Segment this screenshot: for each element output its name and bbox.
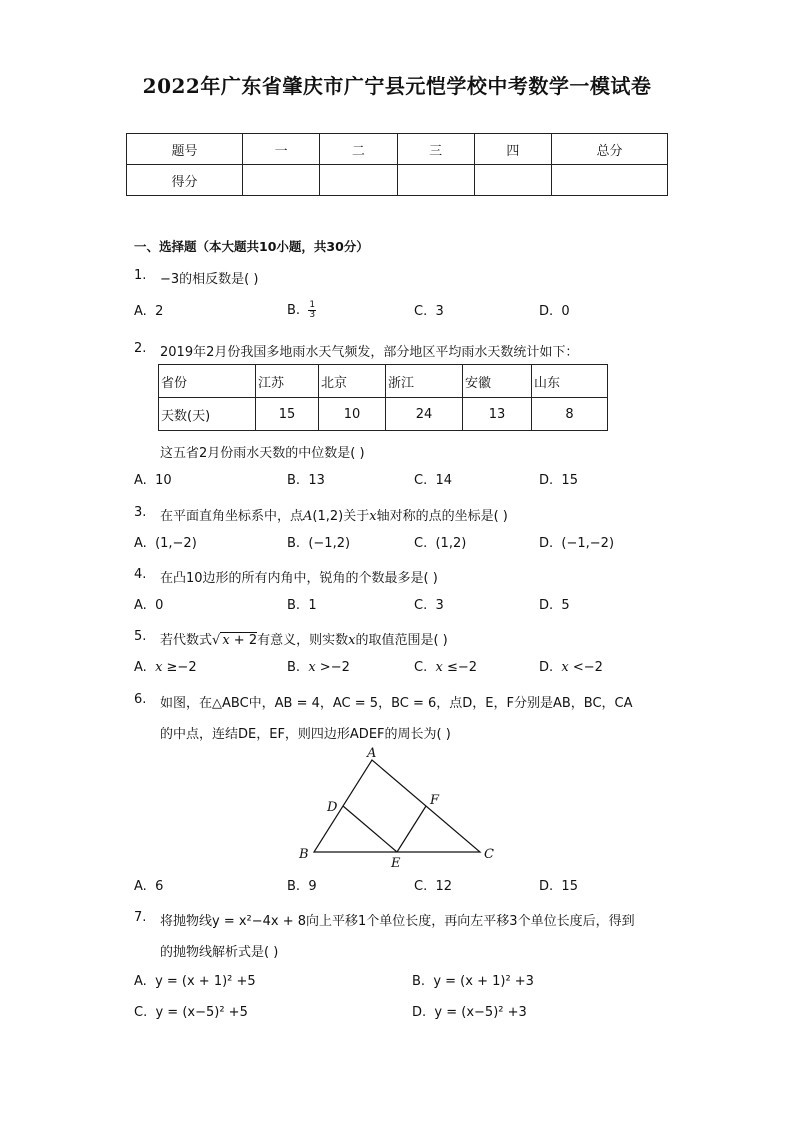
option-a: A. 2 (134, 304, 164, 319)
question-number: 3. (134, 505, 147, 520)
question-text: 的抛物线解析式是( ) (160, 945, 279, 960)
question-text: 这五省2月份雨水天数的中位数是( ) (160, 446, 365, 461)
radical: √ x + 2 (212, 633, 258, 648)
option-a: A. y = (x + 1)² +5 (134, 974, 256, 989)
option-c: C. y = (x−5)² +5 (134, 1005, 248, 1020)
option-c: C. (1,2) (414, 536, 467, 551)
option-c: C. 14 (414, 473, 453, 488)
question-text: 在凸10边形的所有内角中，锐角的个数最多是( ) (160, 571, 438, 586)
table-cell: 二 (320, 134, 397, 165)
table-row (159, 365, 608, 398)
question-text: 在平面直角坐标系中，点A(1,2)关于x轴对称的点的坐标是( ) (160, 509, 508, 524)
page-title: 2022年广东省肇庆市广宁县元恺学校中考数学一模试卷 (142, 74, 652, 98)
fraction: $\frac{1}{3}$ (309, 300, 316, 320)
table-cell: 一 (243, 134, 320, 165)
table-cell: 江苏 (256, 365, 319, 398)
option-b: B. y = (x + 1)² +3 (412, 974, 534, 989)
option-a: A. 10 (134, 473, 172, 488)
section-heading: 一、选择题（本大题共10小题，共30分） (134, 239, 369, 254)
option-d: D. 5 (539, 598, 570, 613)
table-cell: 省份 (159, 365, 256, 398)
triangle-abc (314, 760, 480, 852)
option-d: D. y = (x−5)² +3 (412, 1005, 527, 1020)
option-a: A. 0 (134, 598, 164, 613)
label-a: A (367, 746, 377, 761)
table-cell: 题号 (127, 134, 243, 165)
question-text: 的中点，连结DE，EF，则四边形ADEF的周长为( ) (160, 727, 451, 742)
option-d: D. 15 (539, 473, 578, 488)
score-input-cell[interactable] (243, 165, 320, 196)
label-d: D (327, 800, 338, 815)
table-cell: 安徽 (463, 365, 532, 398)
label-f: F (430, 793, 440, 808)
table-cell: 三 (397, 134, 474, 165)
table-cell: 15 (256, 398, 319, 431)
option-b: B. 1 (287, 598, 317, 613)
score-input-cell[interactable] (320, 165, 397, 196)
question-number: 4. (134, 567, 147, 582)
table-cell: 24 (386, 398, 463, 431)
option-c: C. 12 (414, 879, 453, 894)
option-d: D. (−1,−2) (539, 536, 615, 551)
option-d: D. 15 (539, 879, 578, 894)
table-cell: 北京 (319, 365, 386, 398)
score-input-cell[interactable] (552, 165, 668, 196)
question-text: 2019年2月份我国多地雨水天气频发，部分地区平均雨水天数统计如下： (160, 345, 579, 360)
question-number: 5. (134, 629, 147, 644)
question-number: 7. (134, 910, 147, 925)
question-number: 2. (134, 341, 147, 356)
question-number: 6. (134, 692, 147, 707)
segment-de (343, 806, 397, 852)
question-number: 1. (134, 268, 147, 283)
question-text: 如图，在△ABC中，AB = 4，AC = 5，BC = 6，点D，E，F分别是AB，BC，CA (160, 696, 633, 711)
question-text: 若代数式√ x + 2有意义，则实数x的取值范围是( ) (160, 633, 448, 648)
table-cell: 总分 (552, 134, 668, 165)
option-d: D. 0 (539, 304, 570, 319)
option-b: B. 13 (287, 473, 325, 488)
label-b: B (299, 847, 309, 862)
score-input-cell[interactable] (474, 165, 551, 196)
option-a: A. (1,−2) (134, 536, 197, 551)
option-b: B. x >−2 (287, 660, 350, 675)
segment-ef (397, 806, 426, 852)
label-e: E (391, 856, 401, 871)
option-c: C. 3 (414, 598, 444, 613)
table-cell: 8 (532, 398, 608, 431)
table-cell: 13 (463, 398, 532, 431)
table-cell: 山东 (532, 365, 608, 398)
option-b: B. 9 (287, 879, 317, 894)
option-c: C. x ≤−2 (414, 660, 478, 675)
table-row (159, 398, 608, 431)
question-text: 将抛物线y = x²−4x + 8向上平移1个单位长度，再向左平移3个单位长度后，得到 (160, 914, 635, 929)
table-cell: 浙江 (386, 365, 463, 398)
score-table (126, 133, 668, 196)
score-input-cell[interactable] (397, 165, 474, 196)
rain-days-table (158, 364, 608, 431)
option-a: A. 6 (134, 879, 164, 894)
table-cell: 得分 (127, 165, 243, 196)
option-c: C. 3 (414, 304, 444, 319)
table-cell: 天数(天) (159, 398, 256, 431)
option-a: A. x ≥−2 (134, 660, 197, 675)
option-b: B. (−1,2) (287, 536, 351, 551)
triangle-figure (290, 742, 510, 872)
score-table-score-row (127, 165, 668, 196)
option-d: D. x <−2 (539, 660, 603, 675)
option-b: B. $\frac{1}{3}$ (287, 300, 316, 320)
score-table-header-row (127, 134, 668, 165)
table-cell: 10 (319, 398, 386, 431)
question-text: −3的相反数是( ) (160, 272, 259, 287)
table-cell: 四 (474, 134, 551, 165)
label-c: C (484, 847, 494, 862)
